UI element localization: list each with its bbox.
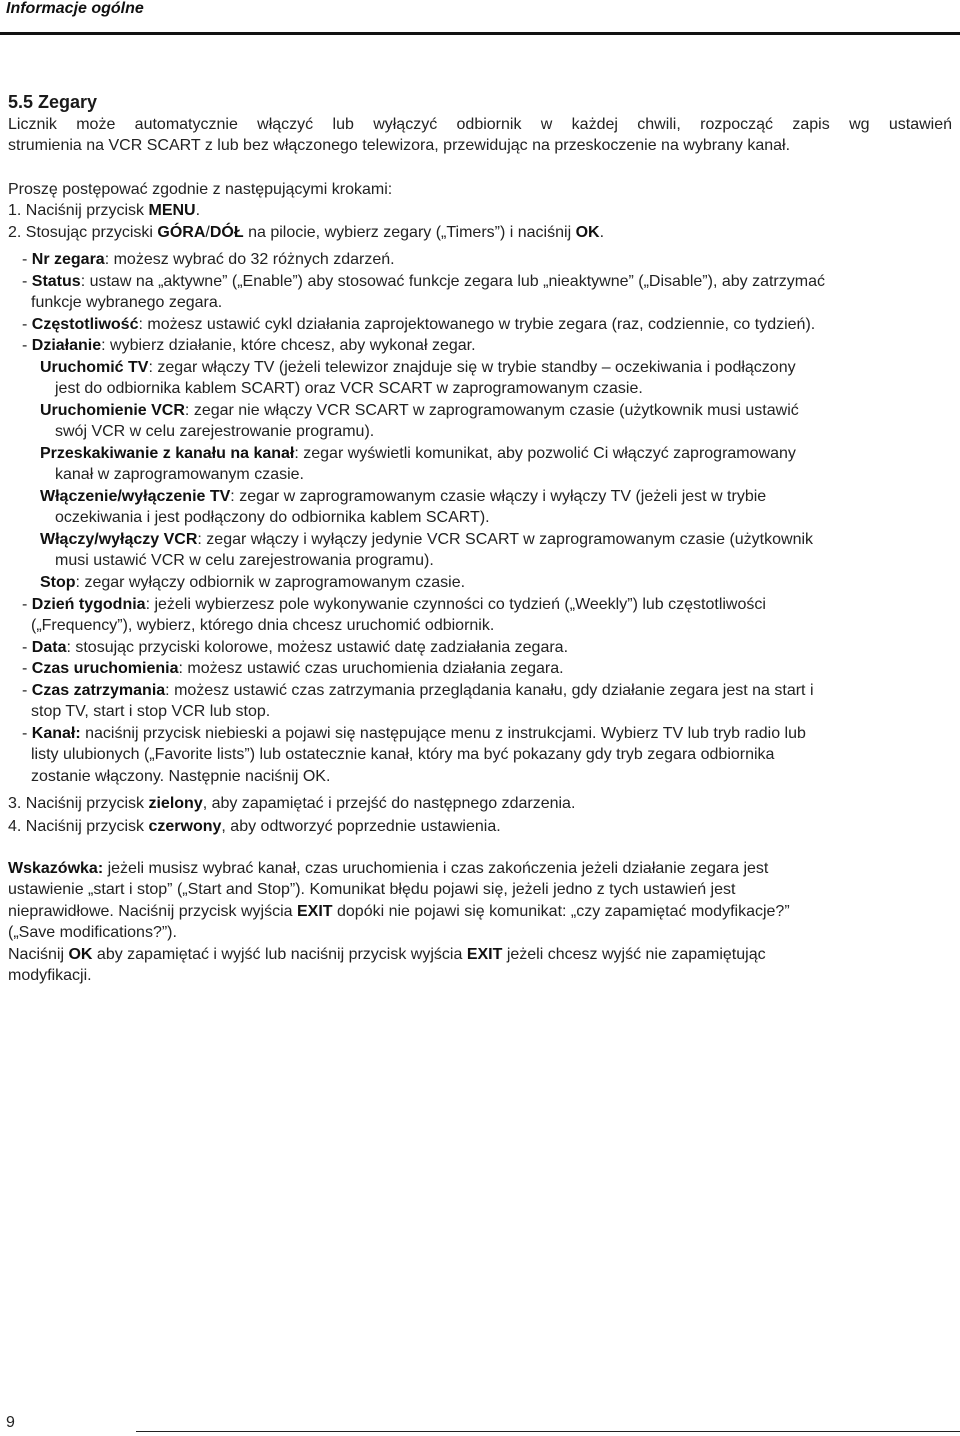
intro-line-1: Licznik może automatycznie włączyć lub wyłączyć odbiornik w każdej chwili, rozpocząć zapis wg ustawień: [8, 116, 952, 133]
item-day-of-week-cont: („Frequency”), wybierz, którego dnia chcesz uruchomić odbiornik.: [31, 617, 495, 634]
action-przeskakiwanie: Przeskakiwanie z kanału na kanał: zegar wyświetli komunikat, aby pozwolić Ci włączyć zaprogramowany: [40, 445, 796, 462]
tip-line-1: Wskazówka: jeżeli musisz wybrać kanał, czas uruchomienia i czas zakończenia jeżeli działanie zegara jest: [8, 860, 769, 877]
action-przeskakiwanie-cont: kanał w zaprogramowanym czasie.: [55, 466, 304, 483]
action-uruchomienie-vcr-cont: swój VCR w celu zarejestrowanie programu).: [55, 423, 375, 440]
step-2: 2. Stosując przyciski GÓRA/DÓŁ na pilocie, wybierz zegary („Timers”) i naciśnij OK.: [8, 224, 605, 241]
action-stop: Stop: zegar wyłączy odbiornik w zaprogramowanym czasie.: [40, 574, 466, 591]
intro-line-2: strumienia na VCR SCART z lub bez włączonego telewizora, przewidując na przeskoczenie na wybrany kanał.: [8, 137, 791, 154]
action-wlaczenie-tv-cont: oczekiwania i jest podłączony do odbiornika kablem SCART).: [55, 509, 490, 526]
action-wlaczy-vcr: Włączy/wyłączy VCR: zegar włączy i wyłączy jedynie VCR SCART w zaprogramowanym czasie (użytkownik: [40, 531, 814, 548]
action-uruchomic-tv: Uruchomić TV: zegar włączy TV (jeżeli telewizor znajduje się w trybie standby – oczekiwania i podłączony: [40, 359, 796, 376]
item-date: - Data: stosując przyciski kolorowe, możesz ustawić datę zadziałania zegara.: [22, 639, 569, 656]
item-channel-cont-2: zostanie włączony. Następnie naciśnij OK.: [31, 768, 331, 785]
action-uruchomienie-vcr: Uruchomienie VCR: zegar nie włączy VCR SCART w zaprogramowanym czasie (użytkownik musi ustawić: [40, 402, 799, 419]
tip-line-3: nieprawidłowe. Naciśnij przycisk wyjścia EXIT dopóki nie pojawi się komunikat: „czy zapamiętać modyfikacje?”: [8, 903, 790, 920]
page-header: [0, 0, 960, 36]
item-frequency: - Częstotliwość: możesz ustawić cykl działania zaprojektowanego w trybie zegara (raz, codziennie, co tydzień).: [22, 316, 816, 333]
section-title: 5.5 Zegary: [8, 92, 98, 112]
item-nr-zegara: - Nr zegara: możesz wybrać do 32 różnych zdarzeń.: [22, 251, 395, 268]
footer-rule: [136, 1431, 960, 1432]
action-uruchomic-tv-cont: jest do odbiornika kablem SCART) oraz VCR SCART w zaprogramowanym czasie.: [55, 380, 643, 397]
item-action: - Działanie: wybierz działanie, które chcesz, aby wykonał zegar.: [22, 337, 476, 354]
tip-line-6: modyfikacji.: [8, 967, 92, 984]
step-4: 4. Naciśnij przycisk czerwony, aby odtworzyć poprzednie ustawienia.: [8, 818, 501, 835]
header-title: Informacje ogólne: [6, 0, 144, 17]
item-channel: - Kanał: naciśnij przycisk niebieski a pojawi się następujące menu z instrukcjami. Wybierz TV lub tryb radio lub: [22, 725, 806, 742]
item-start-time: - Czas uruchomienia: możesz ustawić czas uruchomienia działania zegara.: [22, 660, 564, 677]
item-status: - Status: ustaw na „aktywne” („Enable”) aby stosować funkcje zegara lub „nieaktywne” („Disable”), aby zatrzymać: [22, 273, 825, 290]
steps-intro: Proszę postępować zgodnie z następującymi krokami:: [8, 181, 393, 198]
item-status-cont: funkcje wybranego zegara.: [31, 294, 223, 311]
tip-line-5: Naciśnij OK aby zapamiętać i wyjść lub naciśnij przycisk wyjścia EXIT jeżeli chcesz wyjść nie zapamiętując: [8, 946, 766, 963]
page-number: 9: [6, 1414, 15, 1431]
action-wlaczenie-tv: Włączenie/wyłączenie TV: zegar w zaprogramowanym czasie włączy i wyłączy TV (jeżeli jest w trybie: [40, 488, 767, 505]
header-rule: [0, 32, 960, 35]
item-stop-time-cont: stop TV, start i stop VCR lub stop.: [31, 703, 271, 720]
tip-line-4: („Save modifications?”).: [8, 924, 177, 941]
action-wlaczy-vcr-cont: musi ustawić VCR w celu zarejestrowania programu).: [55, 552, 434, 569]
tip-line-2: ustawienie „start i stop” („Start and Stop”). Komunikat błędu pojawi się, jeżeli jedno z tych ustawień jest: [8, 881, 736, 898]
item-day-of-week: - Dzień tygodnia: jeżeli wybierzesz pole wykonywanie czynności co tydzień („Weekly”) lub częstotliwości: [22, 596, 766, 613]
item-stop-time: - Czas zatrzymania: możesz ustawić czas zatrzymania przeglądania kanału, gdy działanie zegara jest na start i: [22, 682, 814, 699]
item-channel-cont-1: listy ulubionych („Favorite lists”) lub ostatecznie kanał, który ma być pokazany gdy tryb zegara odbiornika: [31, 746, 775, 763]
step-1: 1. Naciśnij przycisk MENU.: [8, 202, 201, 219]
step-3: 3. Naciśnij przycisk zielony, aby zapamiętać i przejść do następnego zdarzenia.: [8, 795, 576, 812]
